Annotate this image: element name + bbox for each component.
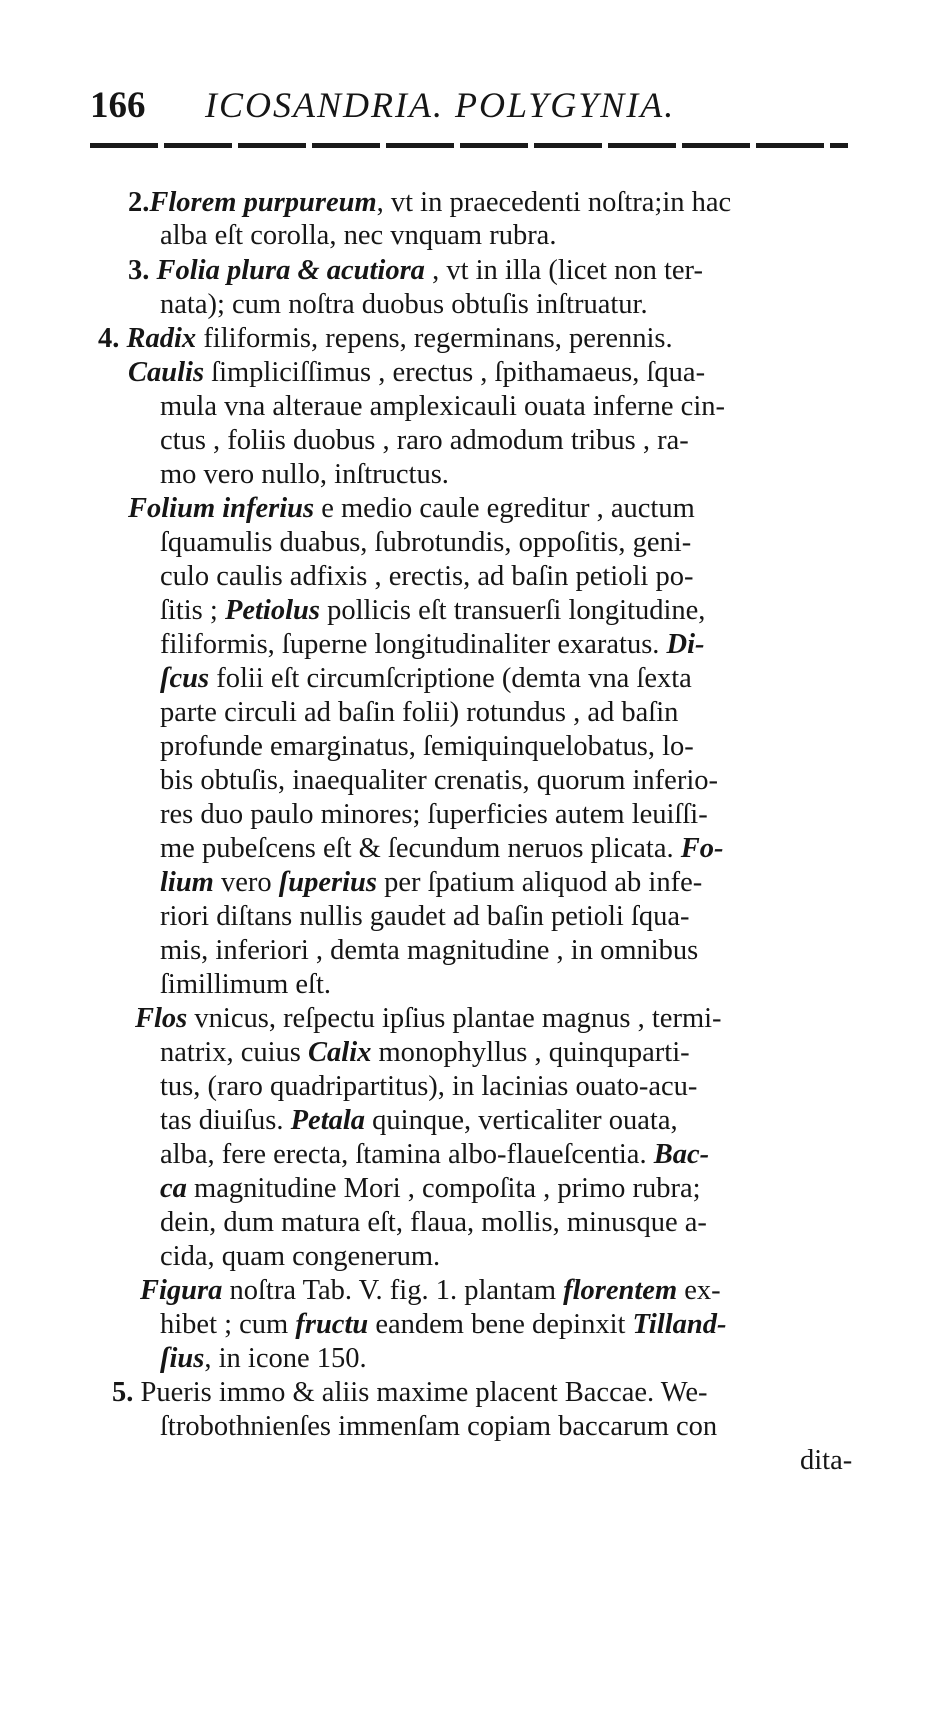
text-run: ſitis ;	[160, 595, 225, 626]
italic-term: ſius	[160, 1343, 205, 1374]
text-run: noſtra Tab. V. fig. 1. plantam	[222, 1275, 564, 1306]
italic-term: ca	[160, 1173, 187, 1204]
text-line	[128, 356, 705, 390]
text-line	[160, 696, 678, 730]
text-run: ſimillimum eſt.	[160, 969, 331, 1000]
text-line	[160, 628, 705, 662]
italic-term: fructu	[295, 1309, 369, 1340]
text-line	[140, 1274, 721, 1308]
text-line	[160, 424, 689, 458]
text-line	[160, 1342, 367, 1376]
text-run: ſquamulis duabus, ſubrotundis, oppoſitis, geni-	[160, 527, 692, 558]
italic-term: Florem purpureum	[149, 187, 377, 218]
text-run: riori diſtans nullis gaudet ad baſin petioli ſqua-	[160, 901, 690, 932]
text-line	[160, 730, 694, 764]
text-run: Pueris immo & aliis maxime placent Baccae. We-	[140, 1377, 708, 1408]
text-run: quinque, verticaliter ouata,	[365, 1105, 678, 1136]
page-number: 166	[90, 85, 146, 126]
text-run: res duo paulo minores; ſuperficies autem leuiſſi-	[160, 799, 708, 830]
text-line	[160, 458, 449, 492]
text-line	[160, 1138, 709, 1172]
text-run: ctus , foliis duobus , raro admodum tribus , ra-	[160, 425, 689, 456]
text-run: parte circuli ad baſin folii) rotundus , ad baſin	[160, 697, 679, 728]
text-line	[160, 900, 690, 934]
text-run: dita-	[800, 1445, 853, 1476]
text-run: me pubeſcens eſt & ſecundum neruos plicata.	[160, 833, 681, 864]
italic-term: Petiolus	[224, 595, 320, 626]
text-line	[160, 288, 648, 322]
text-run: alba, fere erecta, ſtamina albo-flaueſcentia.	[160, 1139, 654, 1170]
italic-term: Flos	[135, 1003, 188, 1034]
text-line	[160, 1172, 701, 1206]
text-line	[160, 1070, 697, 1104]
text-line	[160, 934, 698, 968]
text-line	[160, 764, 718, 798]
text-line	[160, 662, 692, 696]
text-run: e medio caule egreditur , auctum	[314, 493, 695, 524]
text-line	[160, 390, 725, 424]
text-run: , vt in praecedenti noſtra;in hac	[376, 187, 732, 218]
text-run: filiformis, ſuperne longitudinaliter exaratus.	[160, 629, 667, 660]
text-line	[160, 526, 691, 560]
italic-term: Tilland-	[632, 1309, 727, 1340]
text-line	[135, 1002, 722, 1036]
text-run: mula vna alteraue amplexicauli ouata inferne cin-	[160, 391, 725, 422]
italic-term: Folia plura & acutiora	[156, 255, 425, 286]
text-run: , in icone 150.	[204, 1343, 367, 1374]
text-run: filiformis, repens, regerminans, perennis.	[196, 323, 673, 354]
page-header	[90, 84, 860, 130]
text-line	[160, 832, 724, 866]
text-run: per ſpatium aliquod ab infe-	[376, 867, 703, 898]
text-run: tas diuiſus.	[160, 1105, 291, 1136]
italic-term: Bac-	[653, 1139, 710, 1170]
italic-term: florentem	[563, 1275, 678, 1306]
text-run: dein, dum matura eſt, flaua, mollis, minusque a-	[160, 1207, 707, 1238]
italic-term: ſcus	[160, 663, 210, 694]
text-run: hibet ; cum	[160, 1309, 296, 1340]
item-number: 3.	[128, 255, 157, 286]
text-run: mo vero nullo, inſtructus.	[160, 459, 449, 490]
text-run: cida, quam congenerum.	[160, 1241, 441, 1272]
italic-term: Figura	[140, 1275, 223, 1306]
italic-term: Fo-	[680, 833, 724, 864]
italic-term: Di-	[666, 629, 705, 660]
text-line	[128, 492, 695, 526]
italic-term: lium	[160, 867, 214, 898]
text-line	[800, 1444, 852, 1478]
text-run: eandem bene depinxit	[368, 1309, 633, 1340]
text-run: pollicis eſt transuerſi longitudine,	[319, 595, 706, 626]
text-run: nata); cum noſtra duobus obtuſis inſtruatur.	[160, 289, 648, 320]
text-line	[128, 254, 703, 288]
text-line	[160, 798, 708, 832]
text-line	[160, 1036, 690, 1070]
text-line	[160, 1104, 678, 1138]
text-line	[160, 560, 693, 594]
text-run: ſtrobothnienſes immenſam copiam baccarum con	[160, 1411, 718, 1442]
text-run: mis, inferiori , demta magnitudine , in omnibus	[160, 935, 699, 966]
text-line	[160, 866, 702, 900]
text-run: bis obtuſis, inaequaliter crenatis, quorum inferio-	[160, 765, 718, 796]
text-line	[160, 594, 705, 628]
text-line	[160, 1206, 707, 1240]
item-number: 4.	[98, 323, 127, 354]
italic-term: Folium inferius	[128, 493, 315, 524]
text-run: monophyllus , quinquparti-	[371, 1037, 690, 1068]
text-line	[160, 1308, 727, 1342]
text-line	[98, 322, 673, 356]
italic-term: ſuperius	[278, 867, 377, 898]
text-line	[160, 1240, 440, 1274]
header-rule	[90, 143, 848, 148]
item-number: 5.	[112, 1377, 141, 1408]
italic-term: Calix	[308, 1037, 372, 1068]
italic-term: Caulis	[128, 357, 205, 388]
text-run: ſimpliciſſimus , erectus , ſpithamaeus, ſqua-	[204, 357, 706, 388]
text-line	[160, 219, 556, 253]
text-line	[112, 1376, 708, 1410]
text-run: folii eſt circumſcriptione (demta vna ſexta	[209, 663, 692, 694]
text-run: culo caulis adfixis , erectis, ad baſin petioli po-	[160, 561, 694, 592]
italic-term: Petala	[290, 1105, 366, 1136]
text-run: natrix, cuius	[160, 1037, 309, 1068]
item-number: 2.	[128, 187, 150, 218]
text-run: profunde emarginatus, ſemiquinquelobatus, lo-	[160, 731, 694, 762]
text-line	[128, 186, 731, 220]
text-line	[160, 968, 331, 1002]
text-run: magnitudine Mori , compoſita , primo rubra;	[186, 1173, 701, 1204]
text-run: vnicus, reſpectu ipſius plantae magnus , termi-	[187, 1003, 722, 1034]
text-run: vero	[213, 867, 279, 898]
text-line	[160, 1410, 717, 1444]
text-run: tus, (raro quadripartitus), in lacinias ouato-acu-	[160, 1071, 698, 1102]
running-title: ICOSANDRIA. POLYGYNIA.	[205, 85, 676, 125]
italic-term: Radix	[126, 323, 197, 354]
text-run: alba eſt corolla, nec vnquam rubra.	[160, 220, 557, 251]
text-run: , vt in illa (licet non ter-	[424, 255, 703, 286]
text-run: ex-	[677, 1275, 721, 1306]
